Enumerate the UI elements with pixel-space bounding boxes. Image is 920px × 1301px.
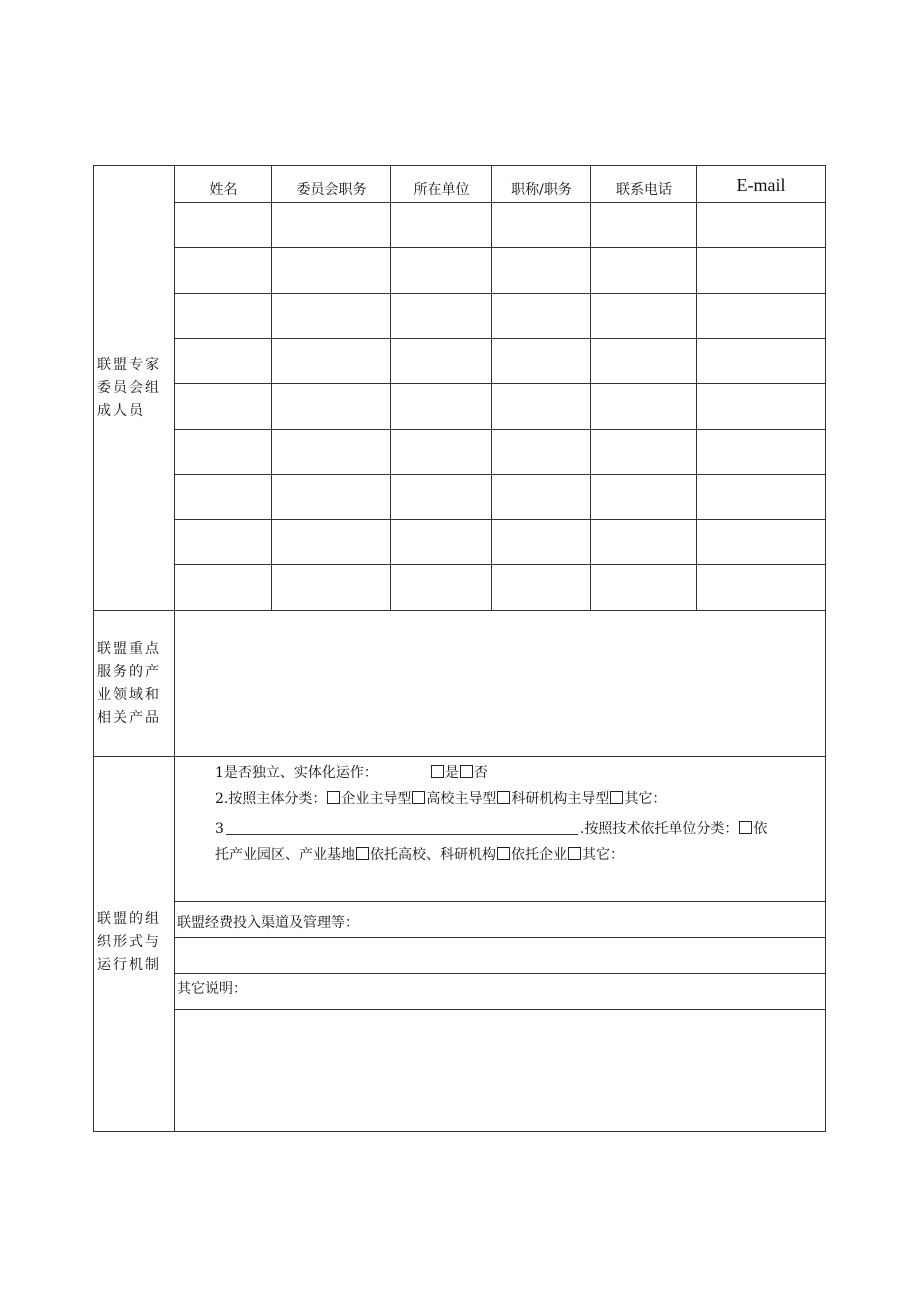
section-divider-organization [94,756,826,757]
q3-option-other: 其它： [582,847,624,863]
committee-cell[interactable] [591,339,696,383]
committee-cell[interactable] [591,430,696,474]
committee-cell[interactable] [591,565,696,609]
application-form-table [93,165,826,1132]
committee-cell[interactable] [175,430,271,474]
checkbox-q2-research[interactable] [497,791,510,804]
committee-cell[interactable] [697,520,825,564]
q3-option-university-research: 依托高校、科研机构 [370,847,496,863]
q3-option-industrial-park: 托产业园区、产业基地 [215,847,355,863]
committee-cell[interactable] [391,248,491,293]
committee-cell[interactable] [272,248,390,293]
checkbox-q1-no[interactable] [460,765,473,778]
industry-label-line-4: 相关产品 [97,710,161,726]
column-header-name: 姓名 [209,182,238,198]
industry-label-line-3: 业领域和 [97,687,161,703]
other-notes-field[interactable] [175,1010,826,1131]
industry-label-line-1: 联盟重点 [97,641,161,657]
committee-cell[interactable] [175,520,271,564]
committee-cell[interactable] [492,430,590,474]
organization-label-line-2: 织形式与 [97,934,161,950]
committee-cell[interactable] [175,339,271,383]
committee-cell[interactable] [591,248,696,293]
committee-cell[interactable] [175,384,271,429]
q2-option-university: 高校主导型 [426,791,497,807]
q1-option-no: 否 [473,765,488,781]
q1-prompt: 1是否独立、实体化运作： [215,765,378,781]
committee-cell[interactable] [492,565,590,609]
q2-prompt: 2.按照主体分类： [215,791,327,807]
committee-cell[interactable] [272,475,390,519]
committee-cell[interactable] [391,294,491,338]
committee-cell[interactable] [492,384,590,429]
committee-cell[interactable] [175,565,271,609]
committee-cell[interactable] [591,384,696,429]
industry-section-label [97,638,161,730]
committee-cell[interactable] [591,294,696,338]
column-header-title-position: 职称/职务 [511,182,572,198]
column-header-work-unit: 所在单位 [413,182,470,198]
committee-cell[interactable] [697,475,825,519]
org-row-line [174,901,826,902]
committee-cell[interactable] [492,248,590,293]
q2-other-fill-line[interactable] [226,834,578,835]
checkbox-q2-other[interactable] [610,791,623,804]
committee-label-line-3: 成人员 [97,403,145,419]
q2-option-other: 其它： [624,791,667,807]
committee-cell[interactable] [492,203,590,247]
checkbox-q3-enterprise[interactable] [497,847,510,860]
industry-value-field[interactable] [175,611,826,756]
committee-cell[interactable] [391,384,491,429]
committee-cell[interactable] [697,294,825,338]
committee-cell[interactable] [272,294,390,338]
checkbox-q2-enterprise[interactable] [327,791,340,804]
column-header-email: E-mail [736,175,786,195]
committee-cell[interactable] [697,248,825,293]
q2-option-research: 科研机构主导型 [511,791,610,807]
question-independent-operation [215,762,488,782]
committee-cell[interactable] [697,565,825,609]
organization-section-label [97,908,161,977]
committee-cell[interactable] [391,203,491,247]
org-row-line [174,973,826,974]
committee-cell[interactable] [492,520,590,564]
funding-channel-field[interactable] [175,938,826,973]
checkbox-q3-other[interactable] [568,847,581,860]
q3-number: 3 [215,821,224,837]
committee-cell[interactable] [492,475,590,519]
committee-cell[interactable] [175,203,271,247]
committee-cell[interactable] [272,430,390,474]
column-header-phone: 联系电话 [616,182,672,198]
committee-cell[interactable] [492,339,590,383]
q3-option-enterprise: 依托企业 [511,847,567,863]
organization-label-line-3: 运行机制 [97,957,161,973]
other-notes-label: 其它说明： [177,981,247,997]
q3-prompt: .按照技术依托单位分类： [579,821,739,837]
q2-option-enterprise: 企业主导型 [341,791,412,807]
committee-cell[interactable] [697,384,825,429]
checkbox-q2-university[interactable] [412,791,425,804]
question-subject-classification [215,788,666,808]
checkbox-q1-yes[interactable] [431,765,444,778]
committee-cell[interactable] [492,294,590,338]
committee-section-label [97,354,161,423]
column-header-committee-role: 委员会职务 [296,182,367,198]
committee-cell[interactable] [391,430,491,474]
question-tech-support-options [215,844,624,864]
committee-cell[interactable] [272,384,390,429]
q1-option-yes: 是 [444,765,459,781]
committee-cell[interactable] [697,203,825,247]
committee-cell[interactable] [591,203,696,247]
committee-cell[interactable] [697,339,825,383]
organization-label-line-1: 联盟的组 [97,911,161,927]
committee-cell[interactable] [272,520,390,564]
question-tech-support-classification [215,818,767,838]
committee-label-line-1: 联盟专家 [97,357,161,373]
q3-option-first-char: 依 [753,821,768,837]
committee-cell[interactable] [175,475,271,519]
committee-cell[interactable] [697,430,825,474]
committee-cell[interactable] [591,475,696,519]
committee-cell[interactable] [175,294,271,338]
committee-label-line-2: 委员会组 [97,380,161,396]
committee-cell[interactable] [272,565,390,609]
committee-cell[interactable] [272,339,390,383]
checkbox-q3-industrial-park[interactable] [739,821,752,834]
committee-cell[interactable] [391,339,491,383]
funding-channel-label: 联盟经费投入渠道及管理等： [177,915,359,931]
industry-label-line-2: 服务的产 [97,664,161,680]
committee-cell[interactable] [391,520,491,564]
committee-cell[interactable] [175,248,271,293]
committee-cell[interactable] [591,520,696,564]
committee-cell[interactable] [272,203,390,247]
committee-cell[interactable] [391,565,491,609]
committee-cell[interactable] [391,475,491,519]
checkbox-q3-university-research[interactable] [356,847,369,860]
